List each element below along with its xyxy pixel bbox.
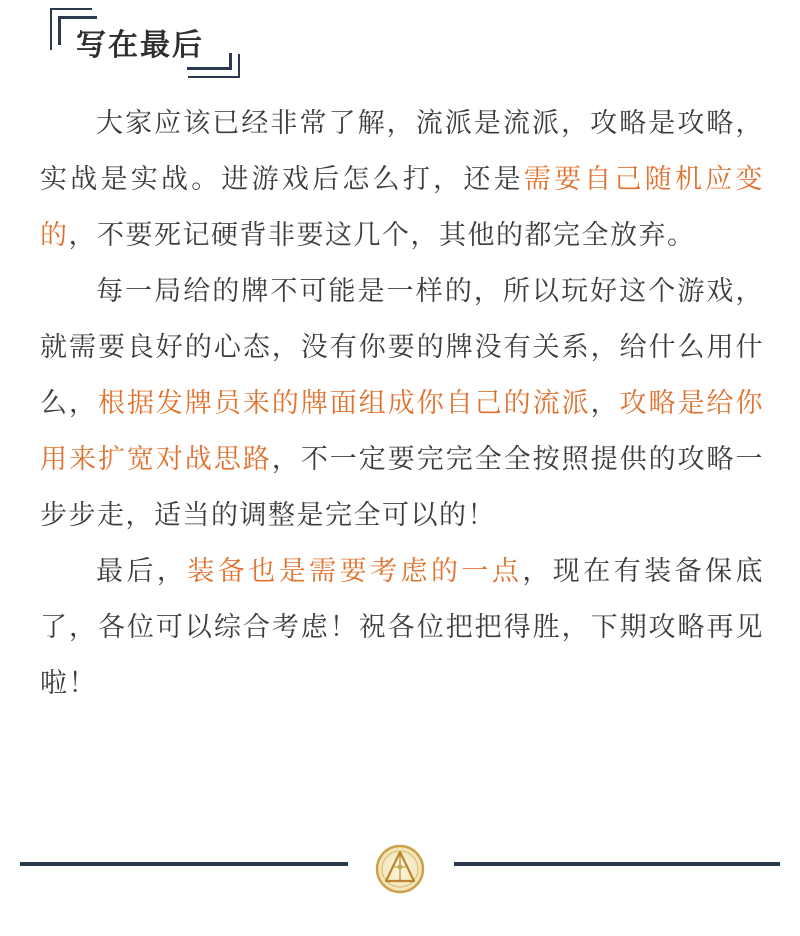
paragraph-1 <box>40 96 764 264</box>
footer-divider-right <box>454 862 780 866</box>
highlight-segment: 攻略是给你用来扩宽对战思路 <box>40 388 765 475</box>
paragraph-2 <box>40 264 764 544</box>
text-segment: ，现在有装备保底了，各位可以综合考虑！祝各位把把得胜，下期攻略再见啦！ <box>40 556 765 699</box>
text-segment: ，不一定要完完全全按照提供的攻略一步步走，适当的调整是完全可以的！ <box>40 444 765 531</box>
text-segment: 大家应该已经非常了解，流派是流派，攻略是攻略，实战是实战。进游戏后怎么打，还是 <box>40 108 764 195</box>
text-segment: 最后， <box>96 556 188 587</box>
highlight-segment: 需要自己随机应变的 <box>40 164 765 251</box>
section-title-frame <box>50 8 240 78</box>
highlight-segment: 装备也是需要考虑的一点 <box>187 556 523 587</box>
triangle-emblem-icon <box>374 843 426 895</box>
footer-divider-left <box>20 862 348 866</box>
section-title: 写在最后 <box>76 28 204 63</box>
article-body <box>40 96 764 712</box>
text-segment: 每一局给的牌不可能是一样的，所以玩好这个游戏，就需要良好的心态，没有你要的牌没有关系，给什么用什么， <box>40 276 764 419</box>
highlight-segment: 根据发牌员来的牌面组成你自己的流派 <box>97 388 591 419</box>
text-segment: ，不要死记硬背非要这几个，其他的都完全放弃。 <box>68 220 696 251</box>
paragraph-3 <box>40 544 764 712</box>
text-segment: ， <box>590 388 620 419</box>
